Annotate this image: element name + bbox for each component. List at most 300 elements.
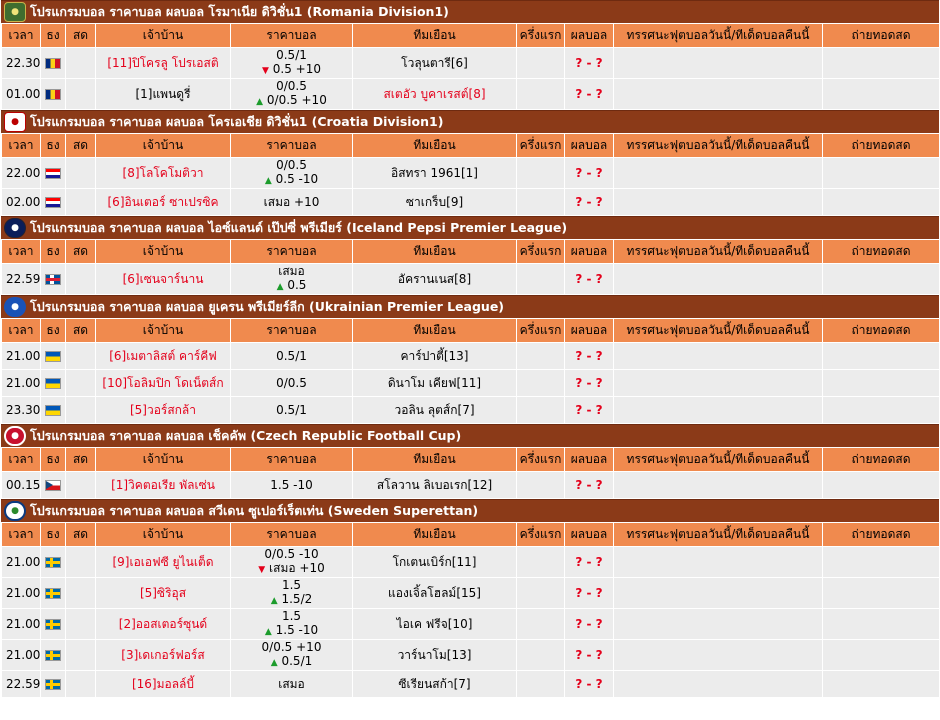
column-header-flag: ธง	[41, 134, 66, 158]
home-team-cell	[96, 671, 231, 698]
croatia-flag-icon	[45, 197, 61, 208]
match-program-container	[1, 0, 939, 698]
odds-cell	[231, 343, 353, 370]
away-team-cell	[353, 79, 517, 110]
pepsi-league-logo-icon	[4, 218, 26, 238]
column-header-time: เวลา	[2, 134, 41, 158]
column-header-odds: ราคาบอล	[231, 240, 353, 264]
tv-program-cell[interactable]	[614, 609, 823, 640]
column-header-half: ครึ่งแรก	[517, 319, 565, 343]
odds-value: 0.5 +10	[272, 62, 321, 76]
result-cell	[565, 79, 614, 110]
home-team-cell	[96, 472, 231, 499]
match-row	[2, 370, 940, 397]
arrow-down-icon: ▼	[258, 565, 266, 575]
live-stream-cell[interactable]	[823, 671, 940, 698]
score-link[interactable]: ? - ?	[575, 376, 603, 390]
live-cell[interactable]	[66, 671, 96, 698]
column-header-result: ผลบอล	[565, 448, 614, 472]
sweden-flag-icon	[45, 557, 61, 568]
home-team-link[interactable]: [9]เอเอฟซี ยูไนเต็ด	[112, 554, 214, 569]
match-row	[2, 640, 940, 671]
league-title[interactable]: โปรแกรมบอล ราคาบอล ผลบอล โรมาเนีย ดิวิชั่น1 (Romania Division1)	[30, 4, 449, 19]
result-cell	[565, 158, 614, 189]
match-time: 21.00	[2, 343, 41, 370]
tv-program-cell[interactable]	[614, 189, 823, 216]
column-header-row	[2, 134, 940, 158]
live-stream-cell[interactable]	[823, 472, 940, 499]
score-link[interactable]: ? - ?	[575, 586, 603, 600]
match-time: 22.30	[2, 48, 41, 79]
result-cell	[565, 343, 614, 370]
flag-cell	[41, 547, 66, 578]
odds-cell	[231, 189, 353, 216]
column-header-live: สด	[66, 523, 96, 547]
league-header	[1, 216, 939, 239]
league-section	[1, 295, 939, 424]
live-stream-cell[interactable]	[823, 397, 940, 424]
result-cell	[565, 578, 614, 609]
match-row	[2, 472, 940, 499]
matches-table	[1, 318, 940, 424]
logo-glyph: ●	[11, 302, 19, 312]
half-time-cell	[517, 79, 565, 110]
arrow-up-icon: ▲	[276, 282, 284, 292]
half-time-cell	[517, 370, 565, 397]
away-team-cell	[353, 189, 517, 216]
result-cell	[565, 472, 614, 499]
league-section	[1, 110, 939, 216]
away-team-name[interactable]: คาร์ปาตี้[13]	[400, 348, 469, 363]
live-cell[interactable]	[66, 79, 96, 110]
away-team-cell	[353, 48, 517, 79]
home-team-link[interactable]: [3]เดเกอร์ฟอร์ส	[121, 647, 205, 662]
score-link[interactable]: ? - ?	[575, 677, 603, 691]
tv-program-cell[interactable]	[614, 397, 823, 424]
home-team-cell	[96, 578, 231, 609]
score-link[interactable]: ? - ?	[575, 272, 603, 286]
home-team-link[interactable]: [6]เมตาลิสต์ คาร์คีฟ	[109, 348, 217, 363]
arrow-up-icon: ▲	[264, 176, 272, 186]
result-cell	[565, 671, 614, 698]
away-team-name[interactable]: สโลวาน ลิเบอเรก[12]	[376, 477, 493, 492]
tv-program-cell[interactable]	[614, 48, 823, 79]
tv-program-cell[interactable]	[614, 578, 823, 609]
away-team-name[interactable]: แองเจิ้ลโฮลม์[15]	[388, 585, 481, 600]
odds-cell	[231, 79, 353, 110]
match-time: 21.00	[2, 640, 41, 671]
score-link[interactable]: ? - ?	[575, 166, 603, 180]
live-stream-cell[interactable]	[823, 264, 940, 295]
odds-line: 0.5/1	[276, 349, 307, 363]
column-header-flag: ธง	[41, 240, 66, 264]
score-link[interactable]: ? - ?	[575, 87, 603, 101]
odds-cell	[231, 472, 353, 499]
score-link[interactable]: ? - ?	[575, 478, 603, 492]
odds-line: 1.5	[281, 578, 302, 592]
column-header-time: เวลา	[2, 448, 41, 472]
column-header-home: เจ้าบ้าน	[96, 240, 231, 264]
column-header-row	[2, 319, 940, 343]
live-stream-cell[interactable]	[823, 343, 940, 370]
away-team-cell	[353, 370, 517, 397]
live-stream-cell[interactable]	[823, 79, 940, 110]
column-header-home: เจ้าบ้าน	[96, 134, 231, 158]
odds-cell	[231, 48, 353, 79]
away-team-name[interactable]: ไอเค ฟรีจ[10]	[396, 616, 473, 631]
away-team-cell	[353, 640, 517, 671]
league-title[interactable]: โปรแกรมบอล ราคาบอล ผลบอล โครเอเชีย ดิวิชั่น1 (Croatia Division1)	[30, 114, 444, 129]
league-header	[1, 110, 939, 133]
flag-cell	[41, 189, 66, 216]
column-header-odds: ราคาบอล	[231, 448, 353, 472]
column-header-away: ทีมเยือน	[353, 24, 517, 48]
match-row	[2, 547, 940, 578]
half-time-cell	[517, 48, 565, 79]
away-team-name[interactable]: ซีเรียนสก้า[7]	[398, 676, 471, 691]
match-time: 21.00	[2, 370, 41, 397]
league-section	[1, 424, 939, 499]
tv-program-cell[interactable]	[614, 343, 823, 370]
odds-value: 0.5 -10	[275, 172, 319, 186]
column-header-tv-program: ทรรศนะฟุตบอลวันนี้/ทีเด็ดบอลคืนนี้	[614, 24, 823, 48]
away-team-cell	[353, 343, 517, 370]
column-header-odds: ราคาบอล	[231, 134, 353, 158]
odds-line: 0/0.5 +10	[261, 640, 322, 654]
live-cell[interactable]	[66, 472, 96, 499]
odds-cell	[231, 264, 353, 295]
league-section	[1, 0, 939, 110]
column-header-row	[2, 24, 940, 48]
romania-flag-icon	[45, 58, 61, 69]
score-link[interactable]: ? - ?	[575, 648, 603, 662]
ukraine-league-logo-icon	[4, 297, 26, 317]
sweden-flag-icon	[45, 588, 61, 599]
match-time: 22.00	[2, 158, 41, 189]
column-header-flag: ธง	[41, 523, 66, 547]
column-header-live-stream: ถ่ายทอดสด	[823, 240, 940, 264]
live-stream-cell[interactable]	[823, 370, 940, 397]
column-header-away: ทีมเยือน	[353, 523, 517, 547]
odds-cell	[231, 397, 353, 424]
ukraine-flag-icon	[45, 405, 61, 416]
flag-cell	[41, 343, 66, 370]
live-stream-cell[interactable]	[823, 48, 940, 79]
tv-program-cell[interactable]	[614, 264, 823, 295]
iceland-flag-icon	[45, 274, 61, 285]
column-header-row	[2, 240, 940, 264]
odds-line: 1.5 -10	[270, 478, 313, 492]
away-team-cell	[353, 609, 517, 640]
result-cell	[565, 640, 614, 671]
away-team-name[interactable]: สเตอัว บูคาเรสต์[8]	[383, 86, 486, 101]
away-team-name[interactable]: วาร์นาโม[13]	[397, 647, 472, 662]
odds-cell	[231, 578, 353, 609]
column-header-half: ครึ่งแรก	[517, 134, 565, 158]
tv-program-cell[interactable]	[614, 158, 823, 189]
matches-table	[1, 133, 940, 216]
match-time: 02.00	[2, 189, 41, 216]
odds-line-secondary	[231, 278, 352, 294]
live-cell[interactable]	[66, 48, 96, 79]
home-team-link[interactable]: [5]ซิริอุส	[139, 585, 187, 600]
league-header	[1, 424, 939, 447]
column-header-result: ผลบอล	[565, 319, 614, 343]
half-time-cell	[517, 609, 565, 640]
league-header	[1, 295, 939, 318]
odds-cell	[231, 640, 353, 671]
column-header-result: ผลบอล	[565, 240, 614, 264]
column-header-tv-program: ทรรศนะฟุตบอลวันนี้/ทีเด็ดบอลคืนนี้	[614, 319, 823, 343]
column-header-tv-program: ทรรศนะฟุตบอลวันนี้/ทีเด็ดบอลคืนนี้	[614, 448, 823, 472]
logo-glyph: ●	[11, 223, 19, 233]
sweden-flag-icon	[45, 619, 61, 630]
live-stream-cell[interactable]	[823, 547, 940, 578]
tv-program-cell[interactable]	[614, 472, 823, 499]
match-time: 22.59	[2, 264, 41, 295]
odds-value: 0/0.5 +10	[266, 93, 327, 107]
matches-table	[1, 447, 940, 499]
away-team-name[interactable]: วอลิน ลุตส์ก[7]	[394, 402, 475, 417]
live-stream-cell[interactable]	[823, 640, 940, 671]
home-team-cell	[96, 189, 231, 216]
column-header-flag: ธง	[41, 24, 66, 48]
match-row	[2, 609, 940, 640]
column-header-live: สด	[66, 134, 96, 158]
away-team-cell	[353, 397, 517, 424]
flag-cell	[41, 370, 66, 397]
odds-cell	[231, 671, 353, 698]
column-header-half: ครึ่งแรก	[517, 24, 565, 48]
away-team-name[interactable]: โวลุนตารี[6]	[401, 55, 468, 70]
column-header-time: เวลา	[2, 319, 41, 343]
result-cell	[565, 189, 614, 216]
match-time: 01.00	[2, 79, 41, 110]
logo-glyph: ●	[11, 431, 19, 441]
score-link[interactable]: ? - ?	[575, 403, 603, 417]
odds-line: 0.5/1	[276, 48, 307, 62]
flag-cell	[41, 397, 66, 424]
live-cell[interactable]	[66, 397, 96, 424]
arrow-up-icon: ▲	[270, 658, 278, 668]
tv-program-cell[interactable]	[614, 640, 823, 671]
column-header-odds: ราคาบอล	[231, 523, 353, 547]
tv-program-cell[interactable]	[614, 547, 823, 578]
croatia-flag-icon	[45, 168, 61, 179]
league-section	[1, 216, 939, 295]
home-team-cell	[96, 264, 231, 295]
column-header-live-stream: ถ่ายทอดสด	[823, 448, 940, 472]
live-cell[interactable]	[66, 343, 96, 370]
league-title[interactable]: โปรแกรมบอล ราคาบอล ผลบอล เช็คคัพ (Czech Republic Football Cup)	[30, 428, 462, 443]
match-row	[2, 671, 940, 698]
live-cell[interactable]	[66, 158, 96, 189]
home-team-cell	[96, 609, 231, 640]
column-header-away: ทีมเยือน	[353, 134, 517, 158]
score-link[interactable]: ? - ?	[575, 617, 603, 631]
odds-cell	[231, 370, 353, 397]
odds-line: 0.5/1	[276, 403, 307, 417]
half-time-cell	[517, 189, 565, 216]
column-header-away: ทีมเยือน	[353, 240, 517, 264]
odds-value: เสมอ +10	[269, 561, 325, 575]
column-header-time: เวลา	[2, 523, 41, 547]
column-header-half: ครึ่งแรก	[517, 240, 565, 264]
odds-line: เสมอ	[278, 677, 305, 691]
result-cell	[565, 547, 614, 578]
column-header-result: ผลบอล	[565, 134, 614, 158]
column-header-live: สด	[66, 319, 96, 343]
match-row	[2, 48, 940, 79]
column-header-live-stream: ถ่ายทอดสด	[823, 134, 940, 158]
half-time-cell	[517, 264, 565, 295]
live-stream-cell[interactable]	[823, 158, 940, 189]
column-header-row	[2, 523, 940, 547]
home-team-link[interactable]: [5]วอร์สกล้า	[129, 402, 197, 417]
column-header-flag: ธง	[41, 319, 66, 343]
half-time-cell	[517, 640, 565, 671]
column-header-live-stream: ถ่ายทอดสด	[823, 319, 940, 343]
home-team-link[interactable]: [11]ปิโครลู โปรเอสติ	[107, 55, 219, 70]
home-team-cell	[96, 79, 231, 110]
odds-cell	[231, 547, 353, 578]
live-stream-cell[interactable]	[823, 578, 940, 609]
away-team-cell	[353, 578, 517, 609]
column-header-home: เจ้าบ้าน	[96, 523, 231, 547]
live-cell[interactable]	[66, 609, 96, 640]
odds-line: เสมอ +10	[263, 195, 320, 209]
matches-table	[1, 239, 940, 295]
match-time: 21.00	[2, 578, 41, 609]
away-team-cell	[353, 158, 517, 189]
czech-flag-icon	[45, 480, 61, 491]
live-cell[interactable]	[66, 189, 96, 216]
logo-glyph: ●	[11, 506, 19, 516]
column-header-odds: ราคาบอล	[231, 319, 353, 343]
flag-cell	[41, 79, 66, 110]
matches-table	[1, 522, 940, 698]
odds-line-secondary	[231, 62, 352, 78]
column-header-away: ทีมเยือน	[353, 448, 517, 472]
home-team-link[interactable]: [6]เซนจาร์นาน	[122, 271, 204, 286]
away-team-cell	[353, 264, 517, 295]
column-header-half: ครึ่งแรก	[517, 523, 565, 547]
column-header-tv-program: ทรรศนะฟุตบอลวันนี้/ทีเด็ดบอลคืนนี้	[614, 523, 823, 547]
odds-value: 0.5	[287, 278, 307, 292]
flag-cell	[41, 472, 66, 499]
home-team-cell	[96, 397, 231, 424]
matches-table	[1, 23, 940, 110]
score-link[interactable]: ? - ?	[575, 56, 603, 70]
live-stream-cell[interactable]	[823, 609, 940, 640]
league-title[interactable]: โปรแกรมบอล ราคาบอล ผลบอล สวีเดน ซูเปอร์เร็ตเท่น (Sweden Superettan)	[30, 503, 479, 518]
live-stream-cell[interactable]	[823, 189, 940, 216]
flag-cell	[41, 578, 66, 609]
match-time: 21.00	[2, 547, 41, 578]
live-cell[interactable]	[66, 640, 96, 671]
result-cell	[565, 397, 614, 424]
half-time-cell	[517, 397, 565, 424]
live-cell[interactable]	[66, 578, 96, 609]
league-header	[1, 0, 939, 23]
tv-program-cell[interactable]	[614, 370, 823, 397]
match-time: 22.59	[2, 671, 41, 698]
column-header-home: เจ้าบ้าน	[96, 24, 231, 48]
column-header-live: สด	[66, 448, 96, 472]
column-header-away: ทีมเยือน	[353, 319, 517, 343]
tv-program-cell[interactable]	[614, 671, 823, 698]
logo-glyph: ●	[11, 117, 19, 127]
odds-line-secondary	[231, 654, 352, 670]
match-row	[2, 158, 940, 189]
odds-value: 1.5/2	[281, 592, 313, 606]
flag-cell	[41, 609, 66, 640]
flag-cell	[41, 48, 66, 79]
live-cell[interactable]	[66, 264, 96, 295]
away-team-name[interactable]: ดินาโม เคียฟ[11]	[387, 375, 482, 390]
away-team-name[interactable]: โกเตนเบิร์ก[11]	[392, 554, 477, 569]
away-team-name[interactable]: ซาเกร็บ[9]	[405, 194, 464, 209]
home-team-cell	[96, 158, 231, 189]
sweden-flag-icon	[45, 650, 61, 661]
croatia-league-logo-icon	[4, 112, 26, 132]
score-link[interactable]: ? - ?	[575, 349, 603, 363]
half-time-cell	[517, 578, 565, 609]
home-team-link[interactable]: [1]วิคตอเรีย พัลเซ่น	[111, 477, 215, 492]
flag-cell	[41, 264, 66, 295]
odds-line: 1.5	[281, 609, 302, 623]
arrow-down-icon: ▼	[262, 66, 269, 76]
home-team-link[interactable]: [8]โลโคโมติวา	[122, 165, 204, 180]
match-row	[2, 79, 940, 110]
live-cell[interactable]	[66, 547, 96, 578]
flag-cell	[41, 158, 66, 189]
result-cell	[565, 48, 614, 79]
column-header-live: สด	[66, 24, 96, 48]
tv-program-cell[interactable]	[614, 79, 823, 110]
match-time: 21.00	[2, 609, 41, 640]
score-link[interactable]: ? - ?	[575, 195, 603, 209]
odds-line-secondary	[231, 561, 352, 577]
column-header-time: เวลา	[2, 240, 41, 264]
home-team-link[interactable]: [10]โอลิมปิก โดเน็ตส์ก	[102, 375, 224, 390]
home-team-link[interactable]: [6]อินเตอร์ ซาเปรซิค	[107, 194, 219, 209]
arrow-up-icon: ▲	[256, 97, 264, 107]
odds-line: 0/0.5	[276, 158, 307, 172]
league-header	[1, 499, 939, 522]
league-title[interactable]: โปรแกรมบอล ราคาบอล ผลบอล ไอซ์แลนด์ เป๊ปซี่ พรีเมียร์ (Iceland Pepsi Premier League)	[30, 220, 568, 235]
away-team-name[interactable]: อิสทรา 1961[1]	[391, 165, 478, 180]
home-team-link[interactable]: [16]มอลล์บี้	[131, 676, 195, 691]
result-cell	[565, 609, 614, 640]
home-team-link[interactable]: [2]ออสเตอร์ซุนด์	[118, 616, 208, 631]
odds-value: 0.5/1	[281, 654, 313, 668]
column-header-time: เวลา	[2, 24, 41, 48]
away-team-name[interactable]: อัครานเนส[8]	[397, 271, 472, 286]
live-cell[interactable]	[66, 370, 96, 397]
home-team-link[interactable]: [1]แพนดูรี่	[135, 86, 191, 101]
column-header-home: เจ้าบ้าน	[96, 448, 231, 472]
column-header-flag: ธง	[41, 448, 66, 472]
league-title[interactable]: โปรแกรมบอล ราคาบอล ผลบอล ยูเครน พรีเมียร์ลีก (Ukrainian Premier League)	[30, 299, 505, 314]
arrow-up-icon: ▲	[270, 596, 278, 606]
score-link[interactable]: ? - ?	[575, 555, 603, 569]
odds-line: 0/0.5	[276, 79, 307, 93]
match-row	[2, 578, 940, 609]
match-row	[2, 343, 940, 370]
odds-value: 1.5 -10	[275, 623, 319, 637]
result-cell	[565, 264, 614, 295]
